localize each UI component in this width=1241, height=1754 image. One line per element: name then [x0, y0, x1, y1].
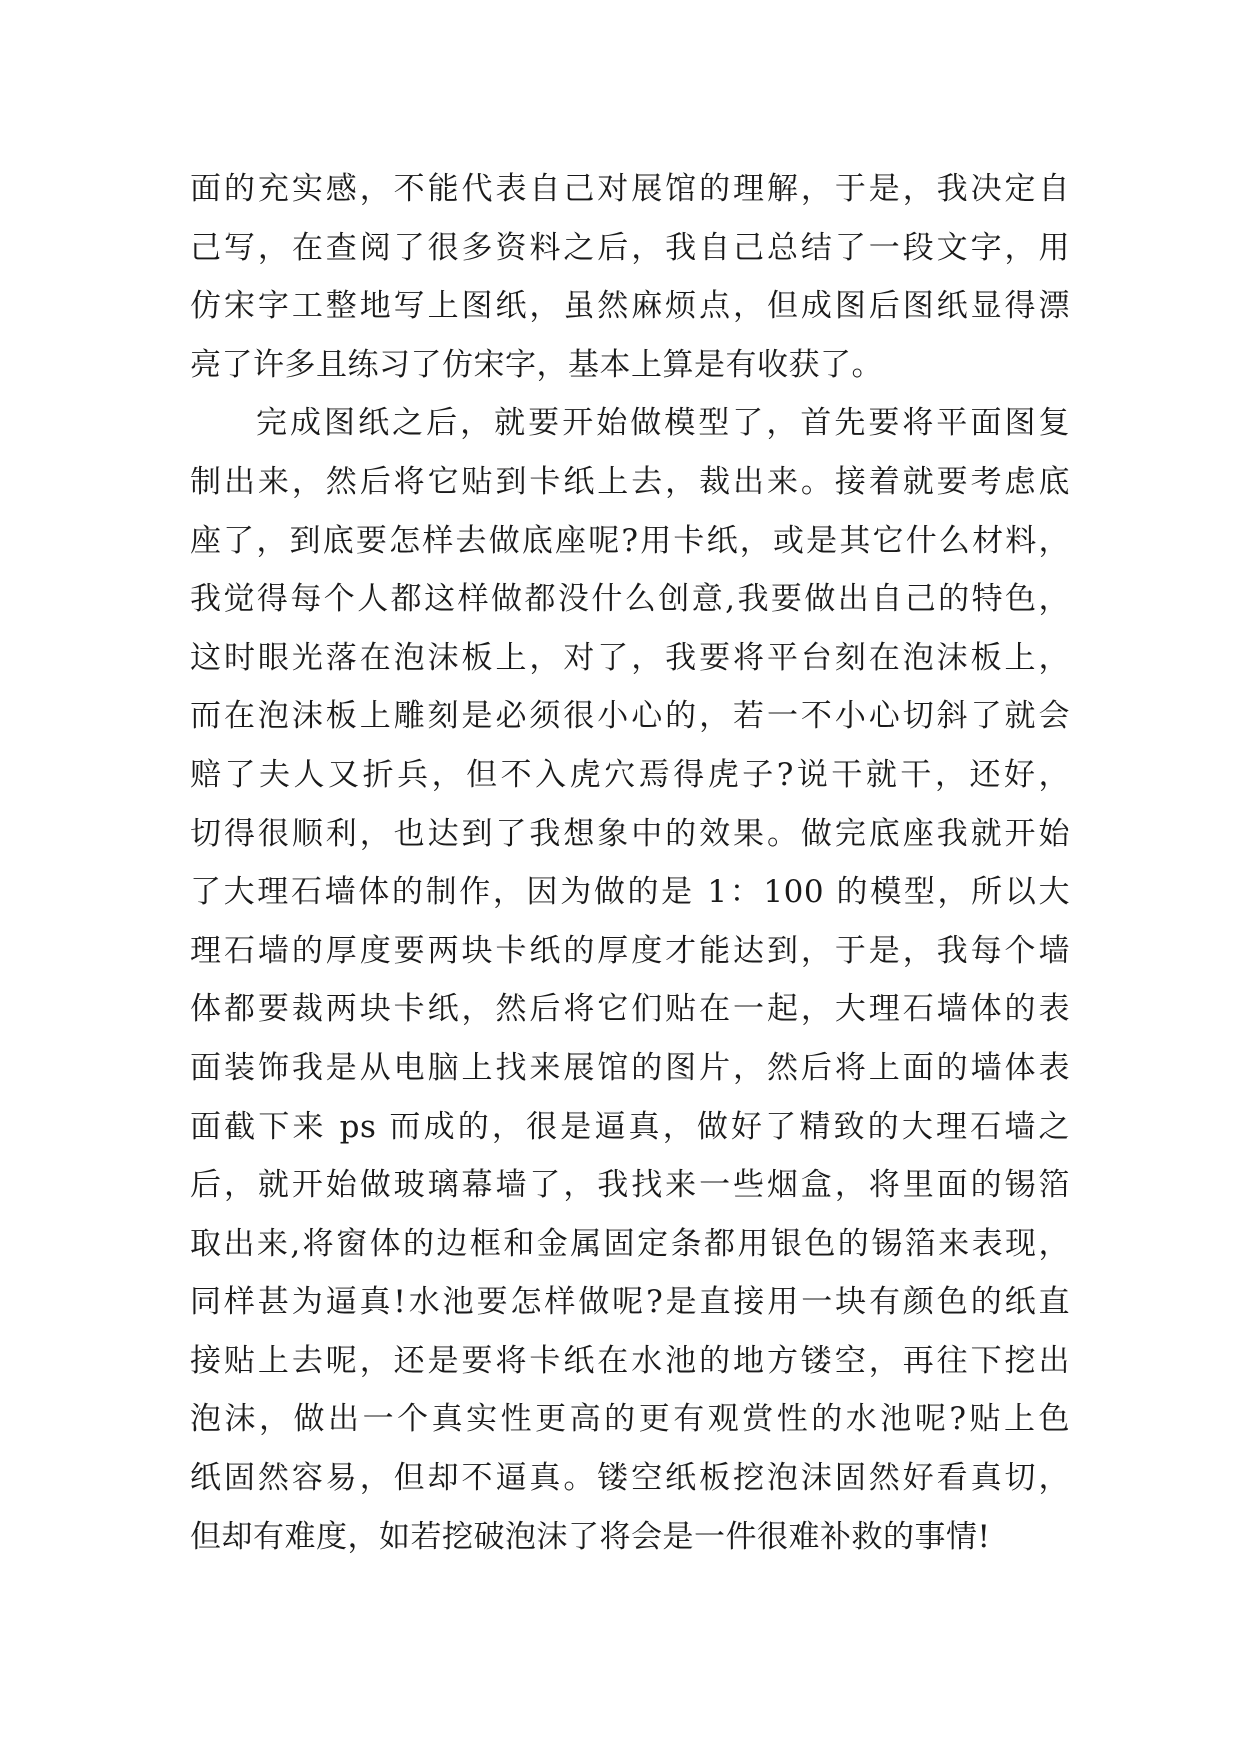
text-line: 了大理石墙体的制作，因为做的是 1：100 的模型，所以大 — [190, 874, 1070, 911]
text-line: 取出来,将窗体的边框和金属固定条都用银色的锡箔来表现， — [190, 1225, 1070, 1262]
text-line: 赔了夫人又折兵，但不入虎穴焉得虎子?说干就干，还好， — [190, 756, 1070, 793]
text-line: 己写，在查阅了很多资料之后，我自己总结了一段文字，用 — [190, 229, 1070, 266]
text-line: 切得很顺利，也达到了我想象中的效果。做完底座我就开始 — [190, 815, 1070, 852]
text-line: 亮了许多且练习了仿宋字，基本上算是有收获了。 — [190, 346, 883, 383]
text-line: 后，就开始做玻璃幕墙了，我找来一些烟盒，将里面的锡箔 — [190, 1167, 1070, 1204]
text-line: 这时眼光落在泡沫板上，对了，我要将平台刻在泡沫板上， — [190, 639, 1070, 676]
text-line: 而在泡沫板上雕刻是必须很小心的，若一不小心切斜了就会 — [190, 698, 1070, 735]
text-line: 纸固然容易，但却不逼真。镂空纸板挖泡沫固然好看真切， — [190, 1460, 1070, 1497]
text-line: 制出来，然后将它贴到卡纸上去，裁出来。接着就要考虑底 — [190, 463, 1070, 500]
text-line: 理石墙的厚度要两块卡纸的厚度才能达到，于是，我每个墙 — [190, 932, 1070, 969]
text-line-indented: 完成图纸之后，就要开始做模型了，首先要将平面图复 — [256, 405, 1070, 442]
text-line: 接贴上去呢，还是要将卡纸在水池的地方镂空，再往下挖出 — [190, 1342, 1070, 1379]
document-body — [190, 160, 1070, 1566]
text-line: 面的充实感，不能代表自己对展馆的理解，于是，我决定自 — [190, 171, 1070, 207]
text-line: 面截下来 ps 而成的，很是逼真，做好了精致的大理石墙之 — [190, 1108, 1070, 1145]
text-line: 体都要裁两块卡纸，然后将它们贴在一起，大理石墙体的表 — [190, 991, 1070, 1028]
text-line: 泡沫，做出一个真实性更高的更有观赏性的水池呢?贴上色 — [190, 1401, 1070, 1438]
text-line: 但却有难度，如若挖破泡沫了将会是一件很难补救的事情! — [190, 1518, 991, 1555]
text-line: 同样甚为逼真!水池要怎样做呢?是直接用一块有颜色的纸直 — [190, 1284, 1070, 1321]
text-line: 面装饰我是从电脑上找来展馆的图片，然后将上面的墙体表 — [190, 1049, 1070, 1086]
text-line: 仿宋字工整地写上图纸，虽然麻烦点，但成图后图纸显得漂 — [190, 288, 1070, 325]
text-line: 座了，到底要怎样去做底座呢?用卡纸，或是其它什么材料， — [190, 522, 1070, 559]
text-line: 我觉得每个人都这样做都没什么创意,我要做出自己的特色， — [190, 581, 1070, 618]
